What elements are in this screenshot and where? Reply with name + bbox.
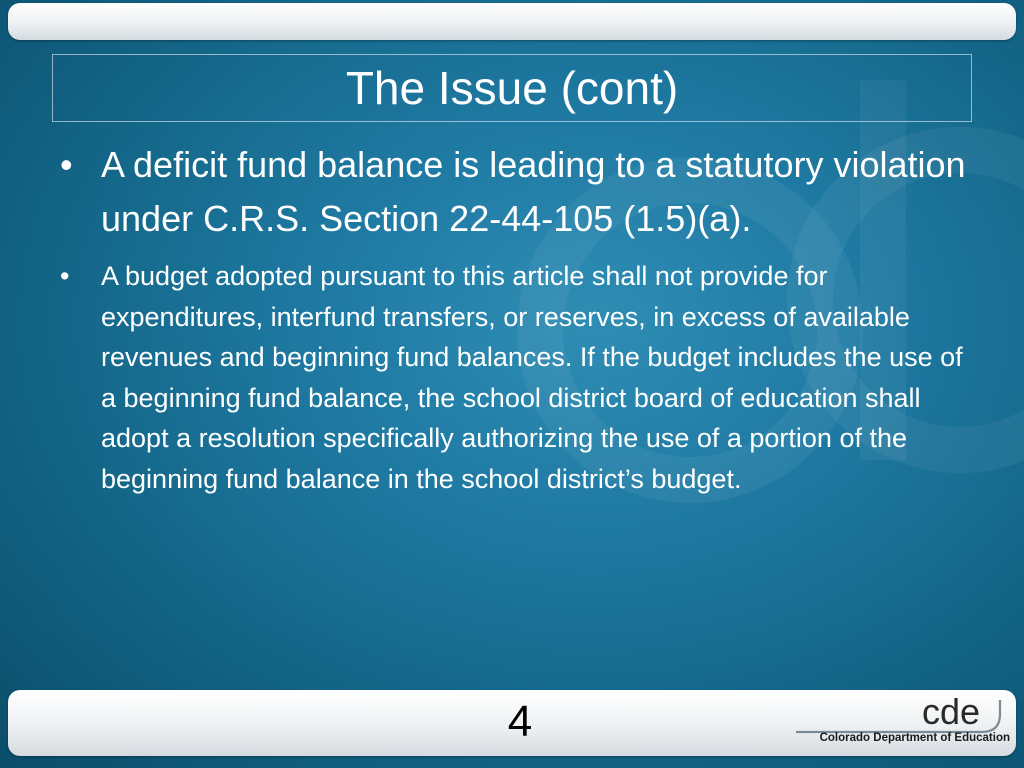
page-number: 4 [507,697,533,746]
bullet-marker: • [60,144,73,185]
cde-logo-mark [786,694,1010,734]
cde-logo [786,694,1010,752]
bullet-item-deficit [60,138,970,246]
header-bar [8,3,1016,40]
bullet-text: A deficit fund balance is leading to a statutory violation under C.R.S. Section 22-44-105 (1.5)(a). [101,144,966,239]
bullet-list [60,146,970,500]
slide-title: The Issue (cont) [345,62,679,114]
logo-mark-text: cde [921,694,980,732]
bullet-text: A budget adopted pursuant to this article shall not provide for expenditures, interfund transfers, or reserves, in excess of available revenues and beginning fund balances. If the budget includes the use of a beginning fund balance, the school district board of education shall adopt a resolution specifically authorizing the use of a portion of the beginning fund balance in the school district’s budget. [101,261,963,494]
bullet-marker: • [60,261,70,291]
title-frame [52,54,972,122]
footer-bar [8,690,1016,756]
bullet-item-budget-statute [60,256,970,500]
logo-organization-name: Colorado Department of Education [819,732,1010,744]
